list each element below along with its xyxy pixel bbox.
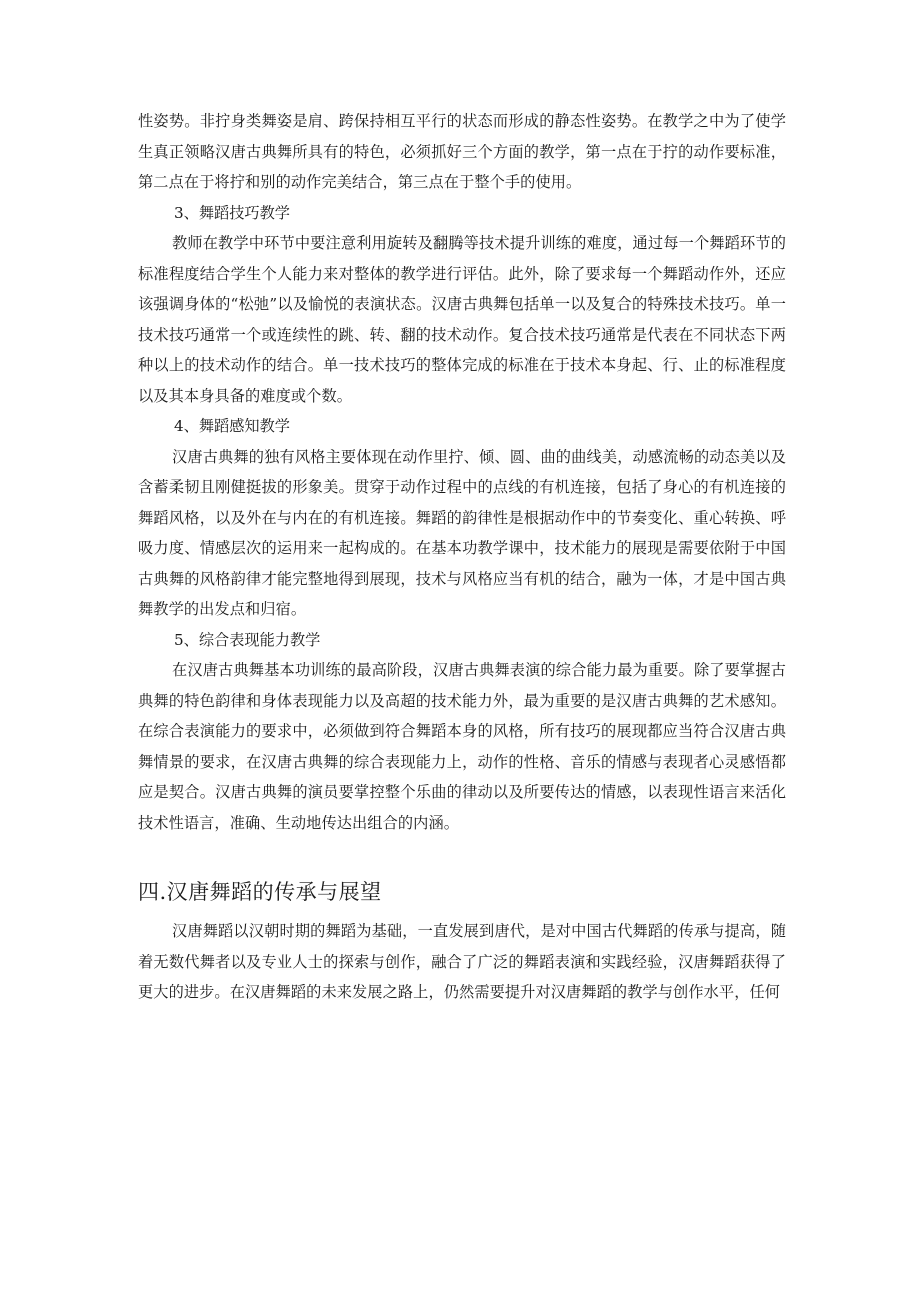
paragraph-heritage: 汉唐舞蹈以汉朝时期的舞蹈为基础，一直发展到唐代，是对中国古代舞蹈的传承与提高，随着无数代舞者以及专业人士的探索与创作，融合了广泛的舞蹈表演和实践经验，汉唐舞蹈获得了更大的进步。在汉唐舞蹈的未来发展之路上，仍然需要提升对汉唐舞蹈的教学与创作水平，任何 <box>138 922 786 1001</box>
subheading-dance-technique: 3、舞蹈技巧教学 <box>174 203 290 222</box>
paragraph-intro: 性姿势。非拧身类舞姿是肩、跨保持相互平行的状态而形成的静态性姿势。在教学之中为了使学生真正领略汉唐古典舞所具有的特色，必须抓好三个方面的教学，第一点在于拧的动作要标准，第二点在于将拧和别的动作完美结合，第三点在于整个手的使用。 <box>138 112 786 191</box>
subheading-comprehensive-performance: 5、综合表现能力教学 <box>174 630 321 649</box>
paragraph-dance-perception: 汉唐古典舞的独有风格主要体现在动作里拧、倾、圆、曲的曲线美，动感流畅的动态美以及含蓄柔韧且刚健挺拔的形象美。贯穿于动作过程中的点线的有机连接，包括了身心的有机连接的舞蹈风格，以及外在与内在的有机连接。舞蹈的韵律性是根据动作中的节奏变化、重心转换、呼吸力度、情感层次的运用来一起构成的。在基本功教学课中，技术能力的展现是需要依附于中国古典舞的风格韵律才能完整地得到展现，技术与风格应当有机的结合，融为一体，才是中国古典舞教学的出发点和归宿。 <box>138 447 786 618</box>
paragraph-comprehensive-performance: 在汉唐古典舞基本功训练的最高阶段，汉唐古典舞表演的综合能力最为重要。除了要掌握古典舞的特色韵律和身体表现能力以及高超的技术能力外，最为重要的是汉唐古典舞的艺术感知。在综合表演能力的要求中，必须做到符合舞蹈本身的风格，所有技巧的展现都应当符合汉唐古典舞情景的要求，在汉唐古典舞的综合表现能力上，动作的性格、音乐的情感与表现者心灵感悟都应是契合。汉唐古典舞的演员要掌控整个乐曲的律动以及所要传达的情感，以表现性语言来活化技术性语言，准确、生动地传达出组合的内涵。 <box>138 661 786 832</box>
section-title-heritage: 四.汉唐舞蹈的传承与展望 <box>138 880 382 904</box>
document-page <box>138 106 786 1008</box>
paragraph-dance-technique: 教师在教学中环节中要注意利用旋转及翻腾等技术提升训练的难度，通过每一个舞蹈环节的标准程度结合学生个人能力来对整体的教学进行评估。此外，除了要求每一个舞蹈动作外，还应该强调身体的“松弛”以及愉悦的表演状态。汉唐古典舞包括单一以及复合的特殊技术技巧。单一技术技巧通常一个或连续性的跳、转、翻的技术动作。复合技术技巧通常是代表在不同状态下两种以上的技术动作的结合。单一技术技巧的整体完成的标准在于技术本身起、行、止的标准程度以及其本身具备的难度或个数。 <box>138 234 786 405</box>
subheading-dance-perception: 4、舞蹈感知教学 <box>174 417 290 435</box>
